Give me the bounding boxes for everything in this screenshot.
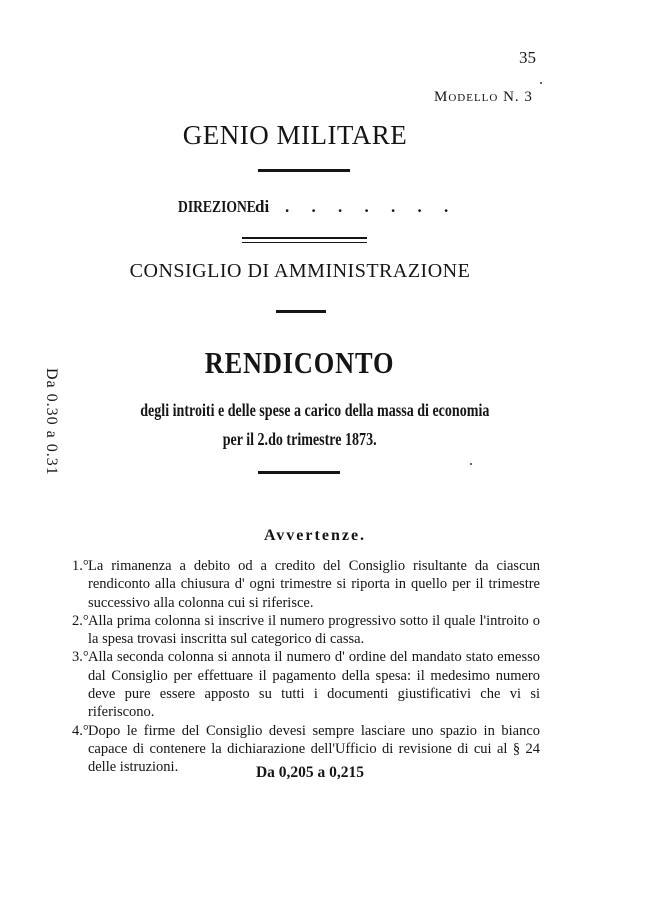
notes-list xyxy=(72,557,540,777)
title-underline xyxy=(258,169,350,172)
note-text: Alla prima colonna si inscrive il numero progressivo sotto il quale l'introito o la spesa trovasi inscritta sul categorico di cassa. xyxy=(88,612,540,648)
note-number: 3.° xyxy=(72,649,89,666)
direzione-di: di xyxy=(255,197,270,216)
subtitle-line-2 xyxy=(0,429,600,450)
direzione-line xyxy=(178,197,458,217)
subtitle-line-1 xyxy=(0,400,630,421)
note-item xyxy=(72,648,540,721)
note-number: 1.° xyxy=(72,558,89,574)
direzione-label: DIREZIONE xyxy=(178,197,256,216)
note-text: Alla seconda colonna si annota il numero d' ordine del mandato stato emesso dal Consiglio per effettuare il pagamento della spesa: il medesimo numero deve pure essere apposto su tutti i documenti giustificativi che vi si riferiscono. xyxy=(88,649,540,721)
ink-speck xyxy=(470,463,472,465)
consiglio-heading: CONSIGLIO DI AMMINISTRAZIONE xyxy=(129,260,471,282)
subtitle-text-1: degli introiti e delle spese a carico della massa di economia xyxy=(140,400,490,420)
double-rule-top xyxy=(242,237,367,239)
ink-speck xyxy=(540,82,542,84)
price-footer: Da 0,205 a 0,215 xyxy=(255,764,365,781)
model-label: Modello N. 3 xyxy=(434,89,533,105)
side-note: Da 0.30 a 0.31 xyxy=(43,368,60,476)
rendiconto-text: RENDICONTO xyxy=(205,345,395,380)
double-rule-bottom xyxy=(242,242,367,243)
avvertenze-heading: Avvertenze. xyxy=(263,527,367,544)
document-title: GENIO MILITARE xyxy=(182,120,408,150)
note-item xyxy=(72,612,540,649)
note-text: La rimanenza a debito od a credito del Consiglio risultante da ciascun rendiconto alla chiusura d' ogni trimestre si riporta in quello per il trimestre successivo alla colonna cui si riferisce. xyxy=(88,558,540,611)
note-number: 4.° xyxy=(72,722,89,739)
note-text: Dopo le firme del Consiglio devesi sempre lasciare uno spazio in bianco capace di contenere la dichiarazione dell'Ufficio di revisione di cui al § 24 delle istruzioni. xyxy=(88,722,540,776)
note-number: 2.° xyxy=(72,612,89,629)
subtitle-text-2: per il 2.do trimestre 1873. xyxy=(223,429,377,449)
note-item xyxy=(72,557,540,612)
rendiconto-heading xyxy=(0,345,600,381)
rendiconto-underline xyxy=(258,471,340,474)
direzione-dots: . . . . . . . xyxy=(285,197,458,216)
page-number: 35 xyxy=(519,48,536,67)
consiglio-underline xyxy=(276,310,326,313)
